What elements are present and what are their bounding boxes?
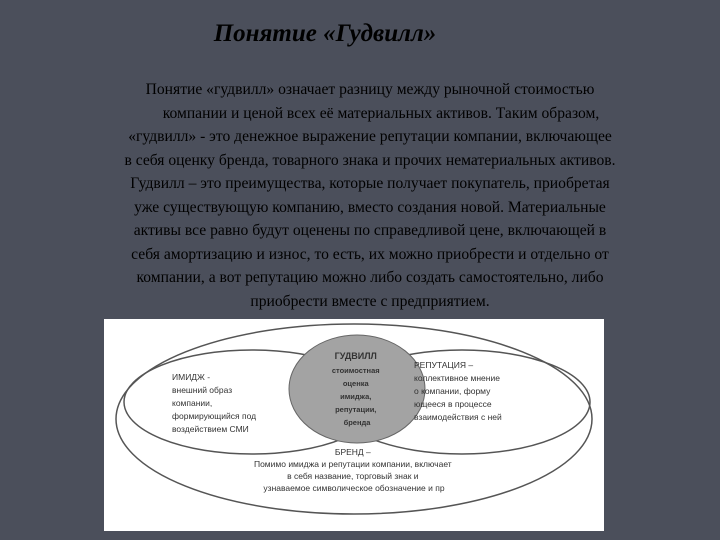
center-text-line: стоимостная bbox=[331, 366, 380, 375]
brand-text-line: узнаваемое символическое обозначение и пр bbox=[263, 483, 445, 493]
center-text-line: ГУДВИЛЛ bbox=[334, 351, 377, 361]
paragraph-line: приобрести вместе с предприятием. bbox=[250, 292, 490, 310]
image-text-line: воздействием СМИ bbox=[172, 424, 249, 434]
diagram-svg bbox=[104, 319, 604, 531]
reputation-text-line: коллективное мнение bbox=[414, 373, 500, 383]
image-text-line: внешний образ bbox=[172, 385, 233, 395]
goodwill-diagram bbox=[104, 319, 604, 531]
center-text-line: репутации, bbox=[335, 405, 377, 414]
paragraph-line: компании и ценой всех её материальных активов. Таким образом, bbox=[162, 104, 600, 122]
paragraph-line: уже существующую компанию, вместо создания новой. Материальные bbox=[134, 198, 606, 216]
paragraph-line: себя амортизацию и износ, то есть, их можно приобрести и отдельно от bbox=[131, 245, 609, 263]
paragraph-line: активы все равно будут оценены по справедливой цене, включающей в bbox=[133, 222, 607, 239]
svg-text:РЕПУТАЦИЯ – коллективное bbox=[414, 360, 502, 422]
paragraph-line: в себя оценку бренда, товарного знака и прочих нематериальных активов. bbox=[124, 151, 616, 169]
svg-text:БРЕНД – Помимо имиджа и bbox=[254, 447, 454, 493]
center-text-line: бренда bbox=[343, 418, 371, 427]
reputation-text-line: ющееся в процессе bbox=[414, 399, 492, 409]
image-text-line: ИМИДЖ - bbox=[172, 372, 211, 382]
main-paragraph bbox=[50, 78, 690, 313]
reputation-text-line: о компании, форму bbox=[414, 386, 491, 396]
reputation-text-line: взаимодействия с ней bbox=[414, 412, 502, 422]
svg-text:ИМИДЖ - внешний образ bbox=[172, 372, 258, 434]
paragraph-line: Понятие «гудвилл» означает разницу между рыночной стоимостью bbox=[145, 81, 595, 98]
paragraph-line: «гудвилл» - это денежное выражение репутации компании, включающее bbox=[128, 128, 612, 145]
center-text-line: оценка bbox=[342, 379, 369, 388]
image-text-line: компании, bbox=[172, 398, 213, 408]
brand-text-line: Помимо имиджа и репутации компании, включает bbox=[253, 459, 452, 469]
reputation-text-line: РЕПУТАЦИЯ – bbox=[414, 360, 474, 370]
paragraph-line: компании, а вот репутацию можно либо создать самостоятельно, либо bbox=[136, 269, 604, 286]
brand-text-line: в себя название, торговый знак и bbox=[287, 471, 419, 481]
image-text-line: формирующийся под bbox=[172, 411, 257, 421]
slide-title: Понятие «Гудвилл» bbox=[213, 20, 437, 47]
center-text-line: имиджа, bbox=[340, 392, 372, 401]
paragraph-line: Гудвилл – это преимущества, которые получает покупатель, приобретая bbox=[130, 175, 610, 192]
brand-text-line: БРЕНД – bbox=[334, 447, 371, 457]
